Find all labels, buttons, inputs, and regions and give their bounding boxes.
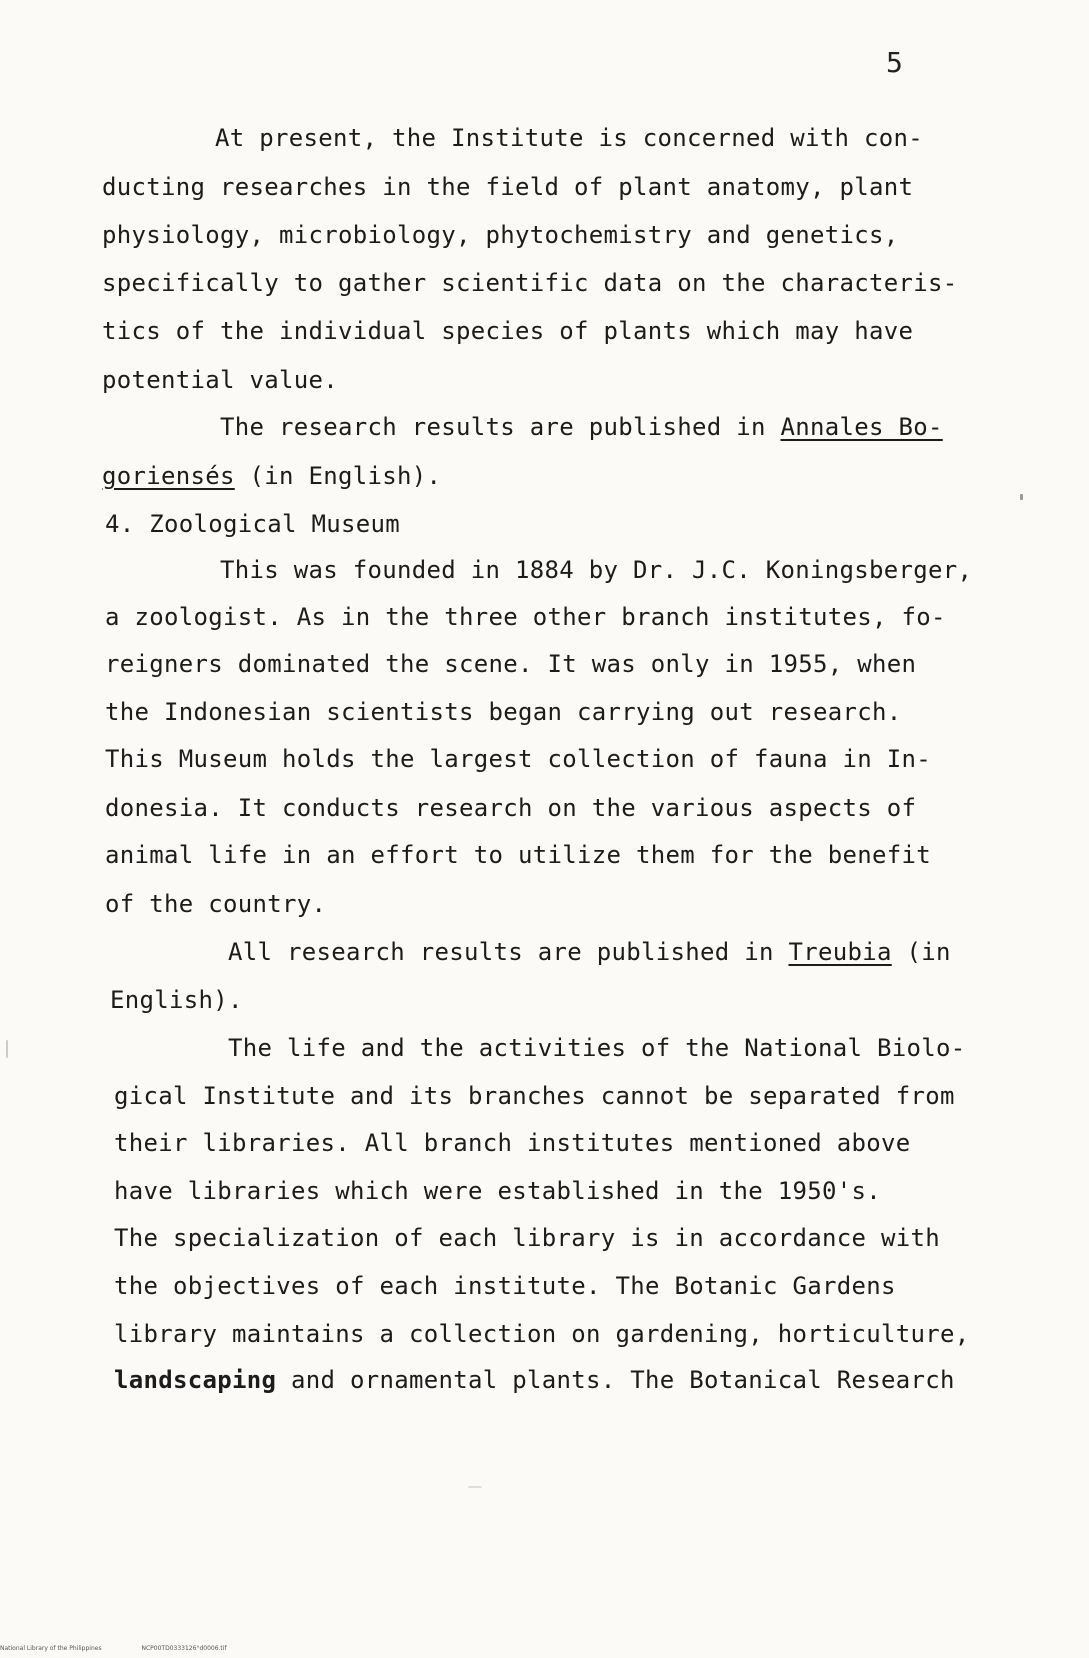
text-line: specifically to gather scientific data on the characteris-	[102, 269, 958, 297]
scan-speck	[1020, 494, 1023, 500]
page-number: 5	[886, 46, 903, 79]
text-line: tics of the individual species of plants which may have	[102, 317, 914, 345]
text-segment: All research results are published in	[228, 938, 789, 966]
text-line	[228, 938, 951, 966]
text-line: the Indonesian scientists began carrying out research.	[105, 698, 902, 726]
text-line: have libraries which were established in the 1950's.	[114, 1177, 881, 1205]
text-line: a zoologist. As in the three other branch institutes, fo-	[105, 603, 946, 631]
text-line: This was founded in 1884 by Dr. J.C. Koningsberger,	[220, 556, 973, 584]
scan-speck	[468, 1486, 482, 1488]
journal-title-annales: Annales Bo-	[780, 413, 943, 441]
text-line	[220, 413, 943, 441]
text-line: of the country.	[105, 890, 327, 918]
text-line: The life and the activities of the National Biolo-	[228, 1034, 966, 1062]
text-line: gical Institute and its branches cannot be separated from	[114, 1082, 955, 1110]
text-segment: The research results are published in	[220, 413, 781, 441]
footer-filename: NCP00TD0333126°d0006.tif	[141, 1645, 227, 1652]
text-line: reigners dominated the scene. It was only in 1955, when	[105, 650, 917, 678]
text-line: This Museum holds the largest collection of fauna in In-	[105, 745, 931, 773]
text-line: donesia. It conducts research on the various aspects of	[105, 794, 917, 822]
journal-title-treubia: Treubia	[788, 938, 892, 966]
section-heading: 4. Zoological Museum	[105, 510, 400, 538]
text-line: English).	[110, 986, 243, 1014]
text-line: the objectives of each institute. The Botanic Gardens	[114, 1272, 896, 1300]
text-line: physiology, microbiology, phytochemistry and genetics,	[102, 221, 899, 249]
text-line: The specialization of each library is in accordance with	[114, 1224, 940, 1252]
journal-title-annales-cont: goriensés	[102, 462, 235, 490]
text-segment: and ornamental plants. The Botanical Research	[276, 1366, 955, 1394]
text-line	[102, 462, 441, 490]
footer	[0, 1645, 265, 1652]
text-segment: (in English).	[234, 462, 442, 490]
text-line: animal life in an effort to utilize them for the benefit	[105, 841, 931, 869]
scan-speck	[6, 1040, 8, 1058]
text-line	[114, 1366, 955, 1394]
text-line: potential value.	[102, 366, 338, 394]
text-line: ducting researches in the field of plant anatomy, plant	[102, 173, 914, 201]
text-segment: (in	[891, 938, 951, 966]
text-segment-bold: landscaping	[114, 1366, 277, 1394]
text-line: At present, the Institute is concerned with con-	[215, 124, 923, 152]
footer-library: National Library of the Philippines	[0, 1645, 102, 1652]
text-line: library maintains a collection on gardening, horticulture,	[114, 1320, 970, 1348]
text-line: their libraries. All branch institutes mentioned above	[114, 1129, 911, 1157]
